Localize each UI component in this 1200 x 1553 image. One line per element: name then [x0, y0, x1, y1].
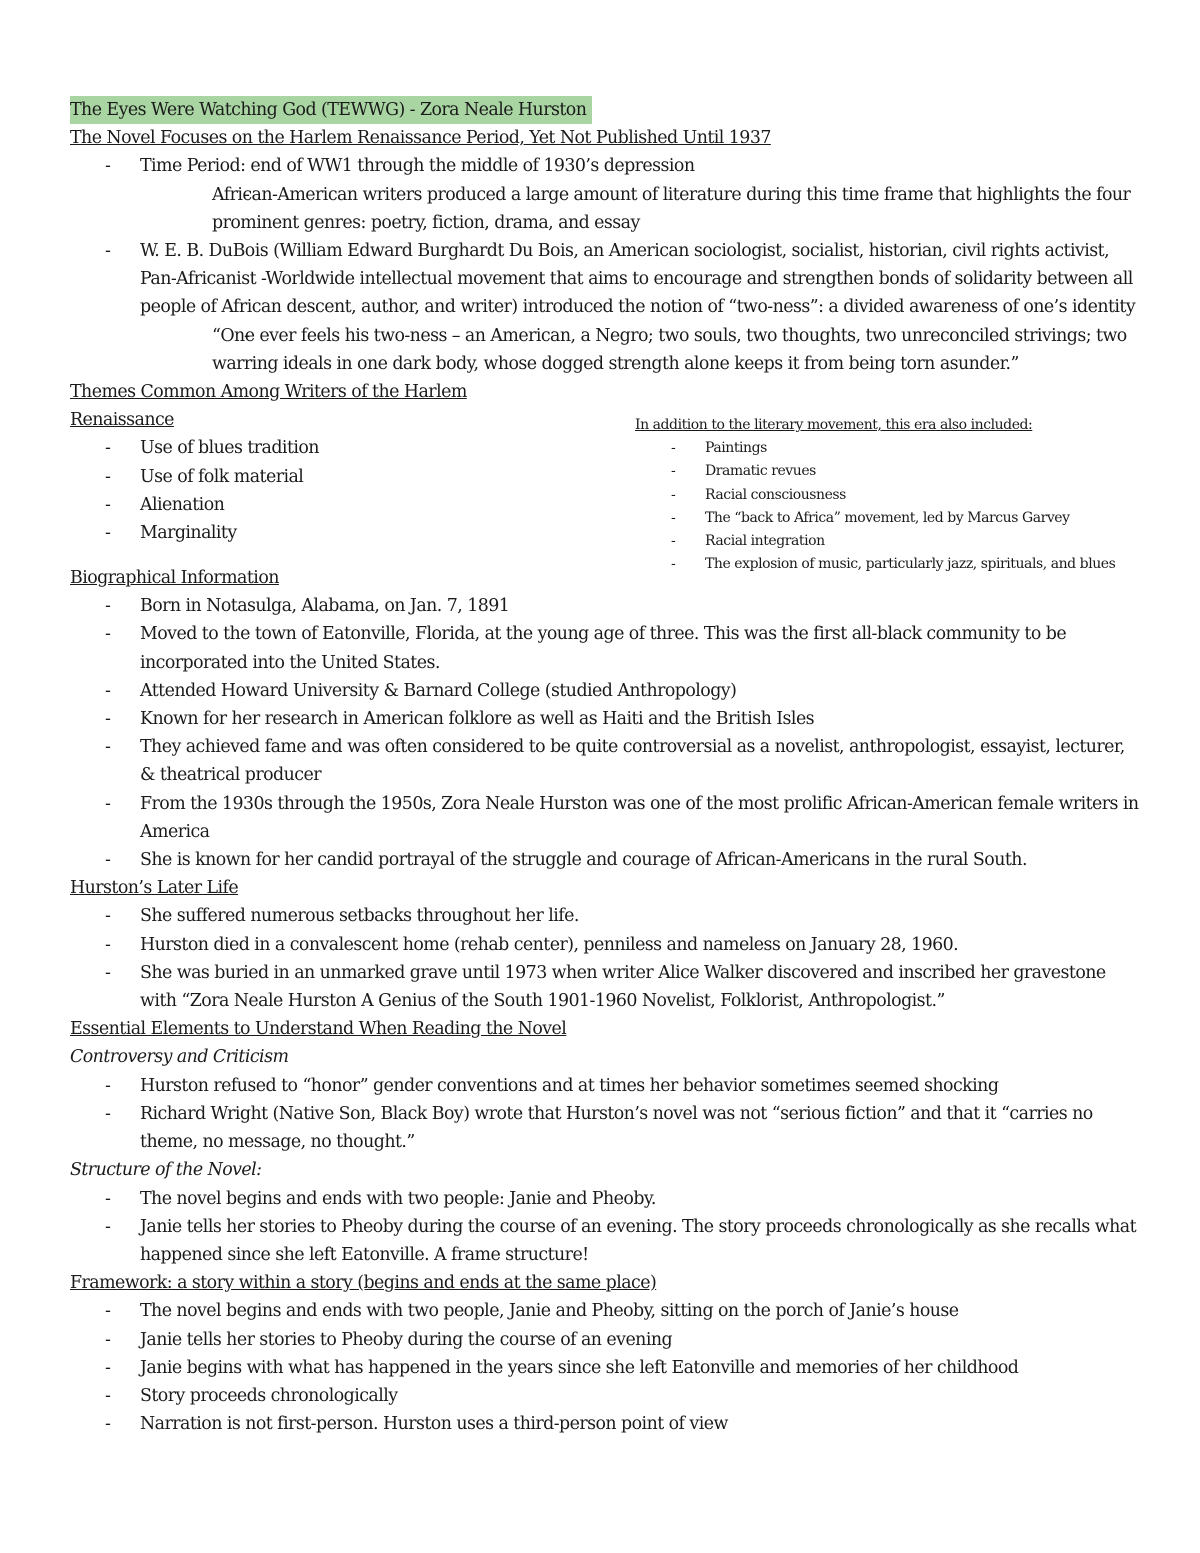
list-item: - She was buried in an unmarked grave until 1973 when writer Alice Walker discovered and inscribed her gravestone with “Zora Neale Hurston A Genius of the South 1901-1960 Novelist, Folklorist, Anthropologist.”	[70, 959, 1140, 1015]
list-item-text: Time Period: end of WW1 through the middle of 1930’s depression	[140, 156, 695, 177]
section-heading-era: In addition to the literary movement, this era also included:	[635, 417, 1033, 434]
list-item: - Alienation	[70, 491, 490, 519]
list-item-text: W. E. B. DuBois (William Edward Burghardt Du Bois, an American sociologist, socialist, historian, civil rights activist, Pan-Africanist -Worldwide intellectual movement that aims to encourage and strengthen bonds of solidarity between all people of African descent, author, and writer) introduced the notion of “two-ness”: a divided awareness of one’s identity	[140, 241, 1136, 318]
structure-list	[70, 1185, 1140, 1270]
list-item: - Attended Howard University & Barnard College (studied Anthropology)	[70, 677, 1140, 705]
sub-list-item	[140, 181, 1140, 237]
list-item: - Richard Wright (Native Son, Black Boy) wrote that Hurston’s novel was not “serious fiction” and that it “carries no theme, no message, no thought.”	[70, 1100, 1140, 1156]
list-item: - Paintings	[635, 437, 1135, 460]
list-item: - The explosion of music, particularly jazz, spirituals, and blues	[635, 553, 1135, 576]
list-item: - Janie tells her stories to Pheoby during the course of an evening	[70, 1326, 1140, 1354]
sub-list-item-text: “One ever feels his two-ness – an American, a Negro; two souls, two thoughts, two unreconciled strivings; two warring ideals in one dark body, whose dogged strength alone keeps it from being torn asunder.”	[212, 325, 1127, 374]
list-item: - Use of blues tradition	[70, 434, 490, 462]
list-item: - Racial integration	[635, 530, 1135, 553]
list-item: - She is known for her candid portrayal of the struggle and courage of African-Americans in the rural South.	[70, 846, 1140, 874]
controversy-list	[70, 1072, 1140, 1157]
list-item: - The “back to Africa” movement, led by Marcus Garvey	[635, 507, 1135, 530]
section-heading-themes-line2: Renaissance	[70, 410, 174, 431]
list-item: - Dramatic revues	[635, 460, 1135, 483]
list-item: - Janie tells her stories to Pheoby during the course of an evening. The story proceeds chronologically as she recalls what happened since she left Eatonville. A frame structure!	[70, 1213, 1140, 1269]
list-item: - Narration is not first-person. Hurston uses a third-person point of view	[70, 1410, 1140, 1438]
framework-list	[70, 1297, 1140, 1438]
document-title: The Eyes Were Watching God (TEWWG) - Zora Neale Hurston	[70, 96, 592, 124]
list-item: - Marginality	[70, 519, 490, 547]
themes-column	[70, 378, 490, 547]
list-item: - Known for her research in American folklore as well as Haiti and the British Isles	[70, 705, 1140, 733]
subheading-structure: Structure of the Novel:	[70, 1160, 262, 1181]
list-item: - Hurston refused to “honor” gender conventions and at times her behavior sometimes seemed shocking	[70, 1072, 1140, 1100]
list-item: - Story proceeds chronologically	[70, 1382, 1140, 1410]
section-heading-framework: Framework: a story within a story (begins and ends at the same place)	[70, 1273, 657, 1294]
list-item: - Use of folk material	[70, 463, 490, 491]
document-title-line	[70, 96, 1140, 124]
later-life-list	[70, 902, 1140, 1015]
themes-section	[70, 378, 1140, 573]
section-heading-essential-elements: Essential Elements to Understand When Reading the Novel	[70, 1019, 567, 1040]
section-heading-biography: Biographical Information	[70, 568, 279, 589]
list-item: - Born in Notasulga, Alabama, on Jan. 7, 1891	[70, 592, 1140, 620]
list-item: - Janie begins with what has happened in the years since she left Eatonville and memories of her childhood	[70, 1354, 1140, 1382]
subheading-controversy: Controversy and Criticism	[70, 1047, 289, 1068]
era-column	[635, 414, 1135, 576]
list-item: - From the 1930s through the 1950s, Zora Neale Hurston was one of the most prolific African-American female writers in America	[70, 790, 1140, 846]
list-item: - Moved to the town of Eatonville, Florida, at the young age of three. This was the first all-black community to be incorporated into the United States.	[70, 620, 1140, 676]
biography-list	[70, 592, 1140, 874]
sub-list-item-text: African-American writers produced a large amount of literature during this time frame that highlights the four prominent genres: poetry, fiction, drama, and essay	[212, 184, 1131, 233]
harlem-period-list	[70, 152, 1140, 378]
section-heading-themes-line1: Themes Common Among Writers of the Harlem	[70, 382, 467, 403]
list-item: - She suffered numerous setbacks throughout her life.	[70, 902, 1140, 930]
list-item	[70, 152, 1140, 237]
document-body	[70, 96, 1140, 1438]
list-item: - They achieved fame and was often considered to be quite controversial as a novelist, anthropologist, essayist, lecturer, & theatrical producer	[70, 733, 1140, 789]
section-heading-later-life: Hurston’s Later Life	[70, 878, 239, 899]
era-list	[635, 437, 1135, 576]
list-item: - The novel begins and ends with two people, Janie and Pheoby, sitting on the porch of Janie’s house	[70, 1297, 1140, 1325]
list-item: - Racial consciousness	[635, 484, 1135, 507]
list-item	[70, 237, 1140, 378]
themes-list	[70, 434, 490, 547]
sub-list-item	[140, 322, 1140, 378]
section-heading-harlem-period: The Novel Focuses on the Harlem Renaissance Period, Yet Not Published Until 1937	[70, 128, 771, 149]
sub-list	[210, 181, 1140, 237]
sub-list	[210, 322, 1140, 378]
list-item: - Hurston died in a convalescent home (rehab center), penniless and nameless on January 28, 1960.	[70, 931, 1140, 959]
list-item: - The novel begins and ends with two people: Janie and Pheoby.	[70, 1185, 1140, 1213]
